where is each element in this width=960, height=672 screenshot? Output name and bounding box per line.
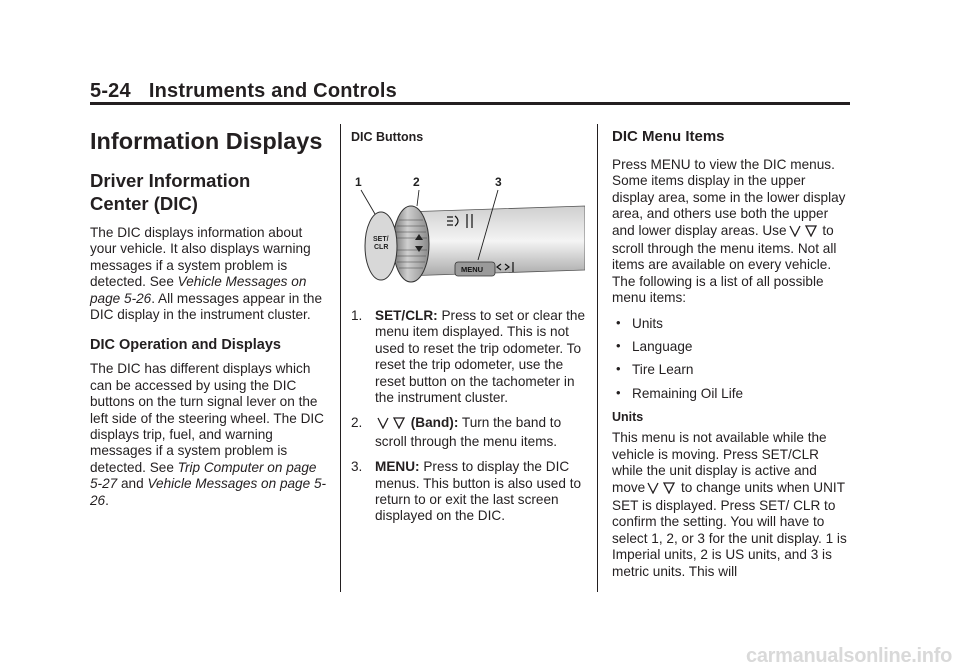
down-arrow-icon xyxy=(393,417,405,433)
down-arrow-icon xyxy=(663,482,675,498)
set-clr-button-label-2: CLR xyxy=(374,244,389,251)
up-arrow-icon xyxy=(647,482,659,498)
xref-vehicle-messages[interactable]: Vehicle Messages on page 5-26 xyxy=(90,274,307,306)
xref-trip-computer[interactable]: Trip Computer on page 5-27 xyxy=(90,459,317,492)
column-divider-2 xyxy=(597,124,598,592)
units-text: This menu is not available while the vehicle is moving. Press SET/CLR while the unit display is active and move to change units when UNIT SET is displayed. Press SET/ CLR to confirm the setting. You will have to select 1, 2, or 3 for the unit display. 1 is Imperial units, 2 is US units, and 3 is metric units. This will xyxy=(612,430,847,579)
column-2 xyxy=(351,124,589,534)
watermark: carmanualsonline.info xyxy=(746,645,952,667)
dic-operation-text: The DIC has different displays which can be accessed by using the DIC buttons on the turn signal lever on the left side of the steering wheel. The DIC displays trip, fuel, and warning messages if a system problem is detected. See Trip Computer on page 5-27 and Vehicle Messages on page 5-26. xyxy=(90,361,327,508)
set-clr-button-label: SET/ xyxy=(373,236,389,243)
up-arrow-icon xyxy=(377,417,389,433)
section-title: Instruments and Controls xyxy=(148,80,397,102)
dic-heading: Driver Information Center (DIC) xyxy=(90,170,251,214)
callout-1: 1 xyxy=(355,175,362,189)
dic-menu-items-heading: DIC Menu Items xyxy=(612,128,725,145)
dic-button-list xyxy=(351,308,589,525)
dic-buttons-label: DIC Buttons xyxy=(351,130,424,144)
down-arrow-icon xyxy=(805,225,817,241)
dic-intro: The DIC displays information about your vehicle. It also displays warning messages if a system problem is detected. See Vehicle Messages on page 5-26. All messages appear in the DIC display in the instrument cluster. xyxy=(90,225,323,323)
list-item: • Remaining Oil Life xyxy=(612,386,848,402)
column-divider-1 xyxy=(340,124,341,592)
column-1 xyxy=(90,124,332,518)
up-arrow-icon xyxy=(789,225,801,241)
menu-items-list xyxy=(612,316,848,403)
list-item: 3. MENU: Press to display the DIC menus. This button is also used to return to or exit the last screen displayed on the DIC. xyxy=(351,459,582,524)
list-item: • Tire Learn xyxy=(612,362,848,378)
column-3 xyxy=(612,124,848,589)
page-header xyxy=(90,80,397,103)
dic-operation-heading: DIC Operation and Displays xyxy=(90,337,281,354)
units-heading: Units xyxy=(612,410,644,425)
header-rule xyxy=(90,102,850,105)
page-number: 5-24 xyxy=(90,80,131,102)
list-item: 1. SET/CLR: Press to set or clear the menu item displayed. This is not used to reset the trip odometer. To reset the trip odometer, use the reset button on the tachometer in the instrument cluster. xyxy=(351,308,586,406)
dic-buttons-illustration xyxy=(343,154,585,302)
menu-button-label: MENU xyxy=(461,265,484,274)
list-item: • Units xyxy=(612,316,848,332)
menu-intro: Press MENU to view the DIC menus. Some items display in the upper display area, some in the lower display area, and others use both the upper and lower display areas. Use to scroll through the menu items. Not all items are available on every vehicle. The following is a list of all possible menu items: xyxy=(612,157,846,306)
callout-3: 3 xyxy=(495,175,502,189)
callout-2: 2 xyxy=(413,175,420,189)
list-item: • Language xyxy=(612,339,848,355)
xref-vehicle-messages-2[interactable]: Vehicle Messages on page 5-26 xyxy=(90,476,327,508)
page-title: Information Displays xyxy=(90,128,323,154)
list-item: 2. (Band): Turn the band to scroll through the menu items. xyxy=(351,415,562,449)
